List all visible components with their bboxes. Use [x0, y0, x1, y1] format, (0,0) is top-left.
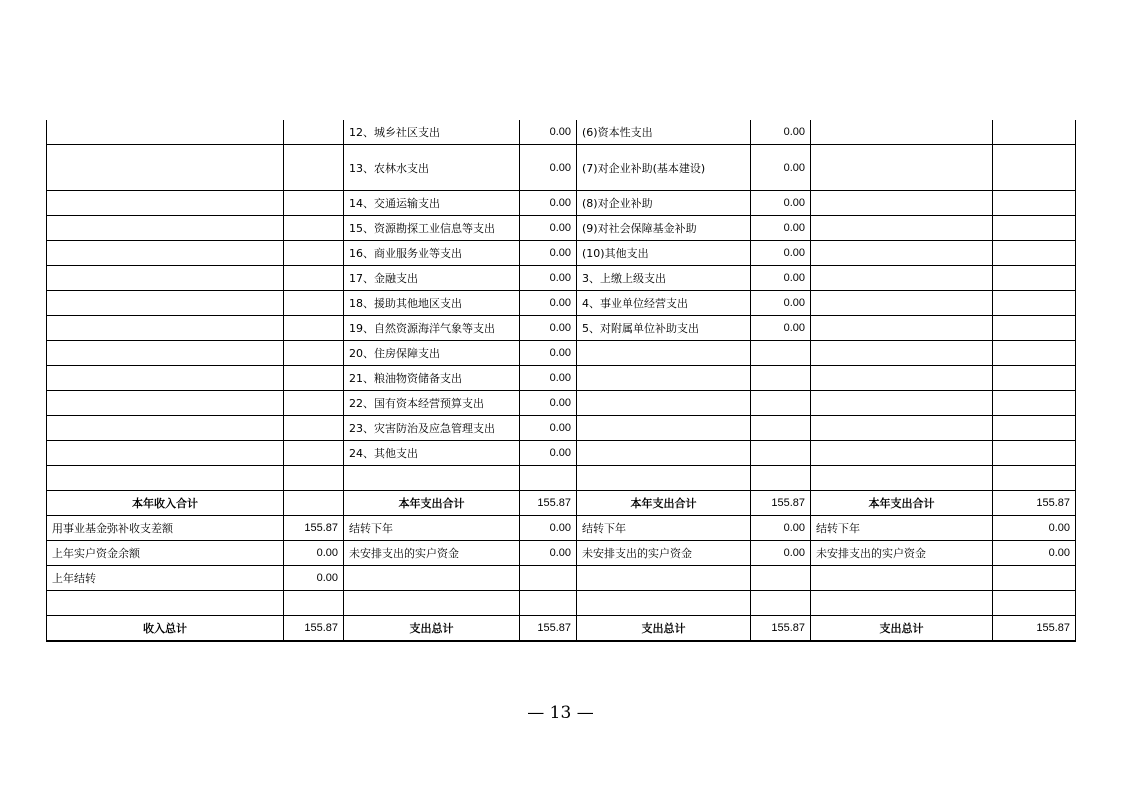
expense-item-cell: 15、资源勘探工业信息等支出: [344, 216, 520, 241]
expense-subtotal-amount: 155.87: [520, 491, 577, 516]
extra-item-cell: 未安排支出的实户资金: [811, 541, 993, 566]
expense-amount-cell: [520, 566, 577, 591]
economic-amount-cell: [751, 366, 811, 391]
table-row: [47, 391, 1076, 416]
economic-item-cell: (9)对社会保障基金补助: [577, 216, 751, 241]
income-item-cell: [47, 316, 284, 341]
expense-amount-cell: 0.00: [520, 191, 577, 216]
economic-amount-cell: 0.00: [751, 216, 811, 241]
expense-item-cell: 16、商业服务业等支出: [344, 241, 520, 266]
expense-item-cell: 22、国有资本经营预算支出: [344, 391, 520, 416]
income-amount-cell: [284, 466, 344, 491]
income-amount-cell: [284, 441, 344, 466]
income-amount-cell: [284, 266, 344, 291]
expense-amount-cell: 0.00: [520, 516, 577, 541]
extra-amount-cell: [993, 191, 1076, 216]
extra-item-cell: [811, 266, 993, 291]
economic-amount-cell: [751, 466, 811, 491]
table-row: [47, 191, 1076, 216]
table-row: [47, 316, 1076, 341]
economic-amount-cell: [751, 591, 811, 616]
subtotal-row: [47, 491, 1076, 516]
economic-subtotal-amount: 155.87: [751, 491, 811, 516]
economic-item-cell: [577, 566, 751, 591]
income-amount-cell: [284, 591, 344, 616]
economic-item-cell: [577, 441, 751, 466]
income-amount-cell: [284, 291, 344, 316]
expense-amount-cell: [520, 466, 577, 491]
economic-amount-cell: 0.00: [751, 120, 811, 145]
extra-amount-cell: [993, 466, 1076, 491]
economic-amount-cell: 0.00: [751, 266, 811, 291]
income-item-cell: [47, 466, 284, 491]
extra-item-cell: [811, 341, 993, 366]
economic-item-cell: [577, 341, 751, 366]
extra-item-cell: [811, 291, 993, 316]
economic-amount-cell: [751, 391, 811, 416]
budget-table: [46, 120, 1076, 642]
expense-subtotal-label: 本年支出合计: [344, 491, 520, 516]
economic-item-cell: [577, 416, 751, 441]
expense-item-cell: [344, 466, 520, 491]
expense-amount-cell: 0.00: [520, 441, 577, 466]
income-amount-cell: [284, 316, 344, 341]
income-item-cell: [47, 291, 284, 316]
expense-item-cell: 18、援助其他地区支出: [344, 291, 520, 316]
economic-amount-cell: 0.00: [751, 516, 811, 541]
economic-item-cell: 结转下年: [577, 516, 751, 541]
expense-amount-cell: 0.00: [520, 341, 577, 366]
expense-item-cell: 23、灾害防治及应急管理支出: [344, 416, 520, 441]
income-item-cell: [47, 441, 284, 466]
income-amount-cell: [284, 391, 344, 416]
income-item-cell: [47, 145, 284, 191]
income-total-label: 收入总计: [47, 616, 284, 642]
extra-amount-cell: [993, 416, 1076, 441]
extra-amount-cell: 0.00: [993, 541, 1076, 566]
extra-item-cell: [811, 416, 993, 441]
economic-item-cell: (6)资本性支出: [577, 120, 751, 145]
extra-subtotal-amount: 155.87: [993, 491, 1076, 516]
income-item-cell: [47, 266, 284, 291]
expense-amount-cell: 0.00: [520, 366, 577, 391]
income-amount-cell: [284, 145, 344, 191]
extra-amount-cell: [993, 316, 1076, 341]
table-row: [47, 441, 1076, 466]
economic-amount-cell: 0.00: [751, 145, 811, 191]
economic-item-cell: [577, 366, 751, 391]
expense-amount-cell: 0.00: [520, 291, 577, 316]
income-item-cell: 上年结转: [47, 566, 284, 591]
income-amount-cell: 0.00: [284, 566, 344, 591]
income-amount-cell: [284, 416, 344, 441]
expense-amount-cell: 0.00: [520, 120, 577, 145]
expense-amount-cell: 0.00: [520, 391, 577, 416]
extra-amount-cell: [993, 341, 1076, 366]
table-row: [47, 241, 1076, 266]
economic-amount-cell: [751, 416, 811, 441]
economic-item-cell: [577, 591, 751, 616]
extra-subtotal-label: 本年支出合计: [811, 491, 993, 516]
grand-total-row: [47, 616, 1076, 642]
economic-item-cell: (8)对企业补助: [577, 191, 751, 216]
expense-item-cell: [344, 566, 520, 591]
expense-amount-cell: 0.00: [520, 216, 577, 241]
table-row: [47, 591, 1076, 616]
table-row: [47, 366, 1076, 391]
expense-item-cell: 19、自然资源海洋气象等支出: [344, 316, 520, 341]
table-row: [47, 516, 1076, 541]
income-item-cell: [47, 591, 284, 616]
extra-item-cell: [811, 366, 993, 391]
extra-item-cell: 结转下年: [811, 516, 993, 541]
expense-item-cell: 14、交通运输支出: [344, 191, 520, 216]
expense-item-cell: 结转下年: [344, 516, 520, 541]
extra-amount-cell: [993, 366, 1076, 391]
expense-total-label: 支出总计: [344, 616, 520, 642]
expense-item-cell: 20、住房保障支出: [344, 341, 520, 366]
extra-amount-cell: [993, 216, 1076, 241]
economic-item-cell: (10)其他支出: [577, 241, 751, 266]
economic-amount-cell: [751, 566, 811, 591]
extra-item-cell: [811, 441, 993, 466]
income-subtotal-amount: [284, 491, 344, 516]
table-row: [47, 120, 1076, 145]
economic-amount-cell: 0.00: [751, 541, 811, 566]
extra-amount-cell: [993, 145, 1076, 191]
extra-amount-cell: [993, 566, 1076, 591]
income-item-cell: [47, 241, 284, 266]
table-row: [47, 216, 1076, 241]
income-amount-cell: 155.87: [284, 516, 344, 541]
extra-item-cell: [811, 391, 993, 416]
expense-amount-cell: 0.00: [520, 266, 577, 291]
economic-item-cell: 3、上缴上级支出: [577, 266, 751, 291]
expense-amount-cell: 0.00: [520, 241, 577, 266]
economic-amount-cell: [751, 341, 811, 366]
income-amount-cell: [284, 216, 344, 241]
expense-amount-cell: 0.00: [520, 541, 577, 566]
income-item-cell: [47, 391, 284, 416]
table-row: [47, 145, 1076, 191]
income-item-cell: 用事业基金弥补收支差额: [47, 516, 284, 541]
extra-item-cell: [811, 316, 993, 341]
income-amount-cell: [284, 120, 344, 145]
income-item-cell: [47, 120, 284, 145]
income-item-cell: [47, 416, 284, 441]
extra-total-label: 支出总计: [811, 616, 993, 642]
expense-item-cell: 未安排支出的实户资金: [344, 541, 520, 566]
table-row: [47, 541, 1076, 566]
extra-item-cell: [811, 120, 993, 145]
economic-item-cell: [577, 466, 751, 491]
table-row: [47, 266, 1076, 291]
economic-item-cell: [577, 391, 751, 416]
income-amount-cell: [284, 241, 344, 266]
extra-item-cell: [811, 466, 993, 491]
expense-item-cell: 13、农林水支出: [344, 145, 520, 191]
expense-amount-cell: 0.00: [520, 145, 577, 191]
economic-amount-cell: 0.00: [751, 291, 811, 316]
economic-amount-cell: 0.00: [751, 316, 811, 341]
extra-amount-cell: [993, 441, 1076, 466]
extra-total-amount: 155.87: [993, 616, 1076, 642]
extra-item-cell: [811, 145, 993, 191]
income-item-cell: [47, 216, 284, 241]
income-amount-cell: [284, 366, 344, 391]
expense-total-amount: 155.87: [520, 616, 577, 642]
extra-amount-cell: [993, 391, 1076, 416]
extra-item-cell: [811, 566, 993, 591]
page-number: — 13 —: [527, 703, 594, 723]
extra-item-cell: [811, 591, 993, 616]
income-amount-cell: 0.00: [284, 541, 344, 566]
income-subtotal-label: 本年收入合计: [47, 491, 284, 516]
economic-item-cell: (7)对企业补助(基本建设): [577, 145, 751, 191]
expense-amount-cell: 0.00: [520, 416, 577, 441]
extra-amount-cell: [993, 241, 1076, 266]
income-item-cell: [47, 366, 284, 391]
expense-item-cell: [344, 591, 520, 616]
extra-item-cell: [811, 191, 993, 216]
income-item-cell: [47, 341, 284, 366]
income-item-cell: 上年实户资金余额: [47, 541, 284, 566]
economic-amount-cell: 0.00: [751, 191, 811, 216]
economic-total-label: 支出总计: [577, 616, 751, 642]
economic-item-cell: 4、事业单位经营支出: [577, 291, 751, 316]
expense-amount-cell: [520, 591, 577, 616]
extra-amount-cell: [993, 266, 1076, 291]
income-total-amount: 155.87: [284, 616, 344, 642]
extra-amount-cell: [993, 291, 1076, 316]
economic-amount-cell: [751, 441, 811, 466]
extra-amount-cell: 0.00: [993, 516, 1076, 541]
income-item-cell: [47, 191, 284, 216]
expense-item-cell: 12、城乡社区支出: [344, 120, 520, 145]
income-amount-cell: [284, 341, 344, 366]
extra-amount-cell: [993, 591, 1076, 616]
economic-subtotal-label: 本年支出合计: [577, 491, 751, 516]
economic-amount-cell: 0.00: [751, 241, 811, 266]
table-row: [47, 566, 1076, 591]
table-row: [47, 341, 1076, 366]
extra-amount-cell: [993, 120, 1076, 145]
expense-item-cell: 21、粮油物资储备支出: [344, 366, 520, 391]
expense-amount-cell: 0.00: [520, 316, 577, 341]
table-row: [47, 466, 1076, 491]
expense-item-cell: 24、其他支出: [344, 441, 520, 466]
economic-item-cell: 未安排支出的实户资金: [577, 541, 751, 566]
table-row: [47, 291, 1076, 316]
extra-item-cell: [811, 216, 993, 241]
economic-total-amount: 155.87: [751, 616, 811, 642]
extra-item-cell: [811, 241, 993, 266]
table-row: [47, 416, 1076, 441]
expense-item-cell: 17、金融支出: [344, 266, 520, 291]
income-amount-cell: [284, 191, 344, 216]
economic-item-cell: 5、对附属单位补助支出: [577, 316, 751, 341]
